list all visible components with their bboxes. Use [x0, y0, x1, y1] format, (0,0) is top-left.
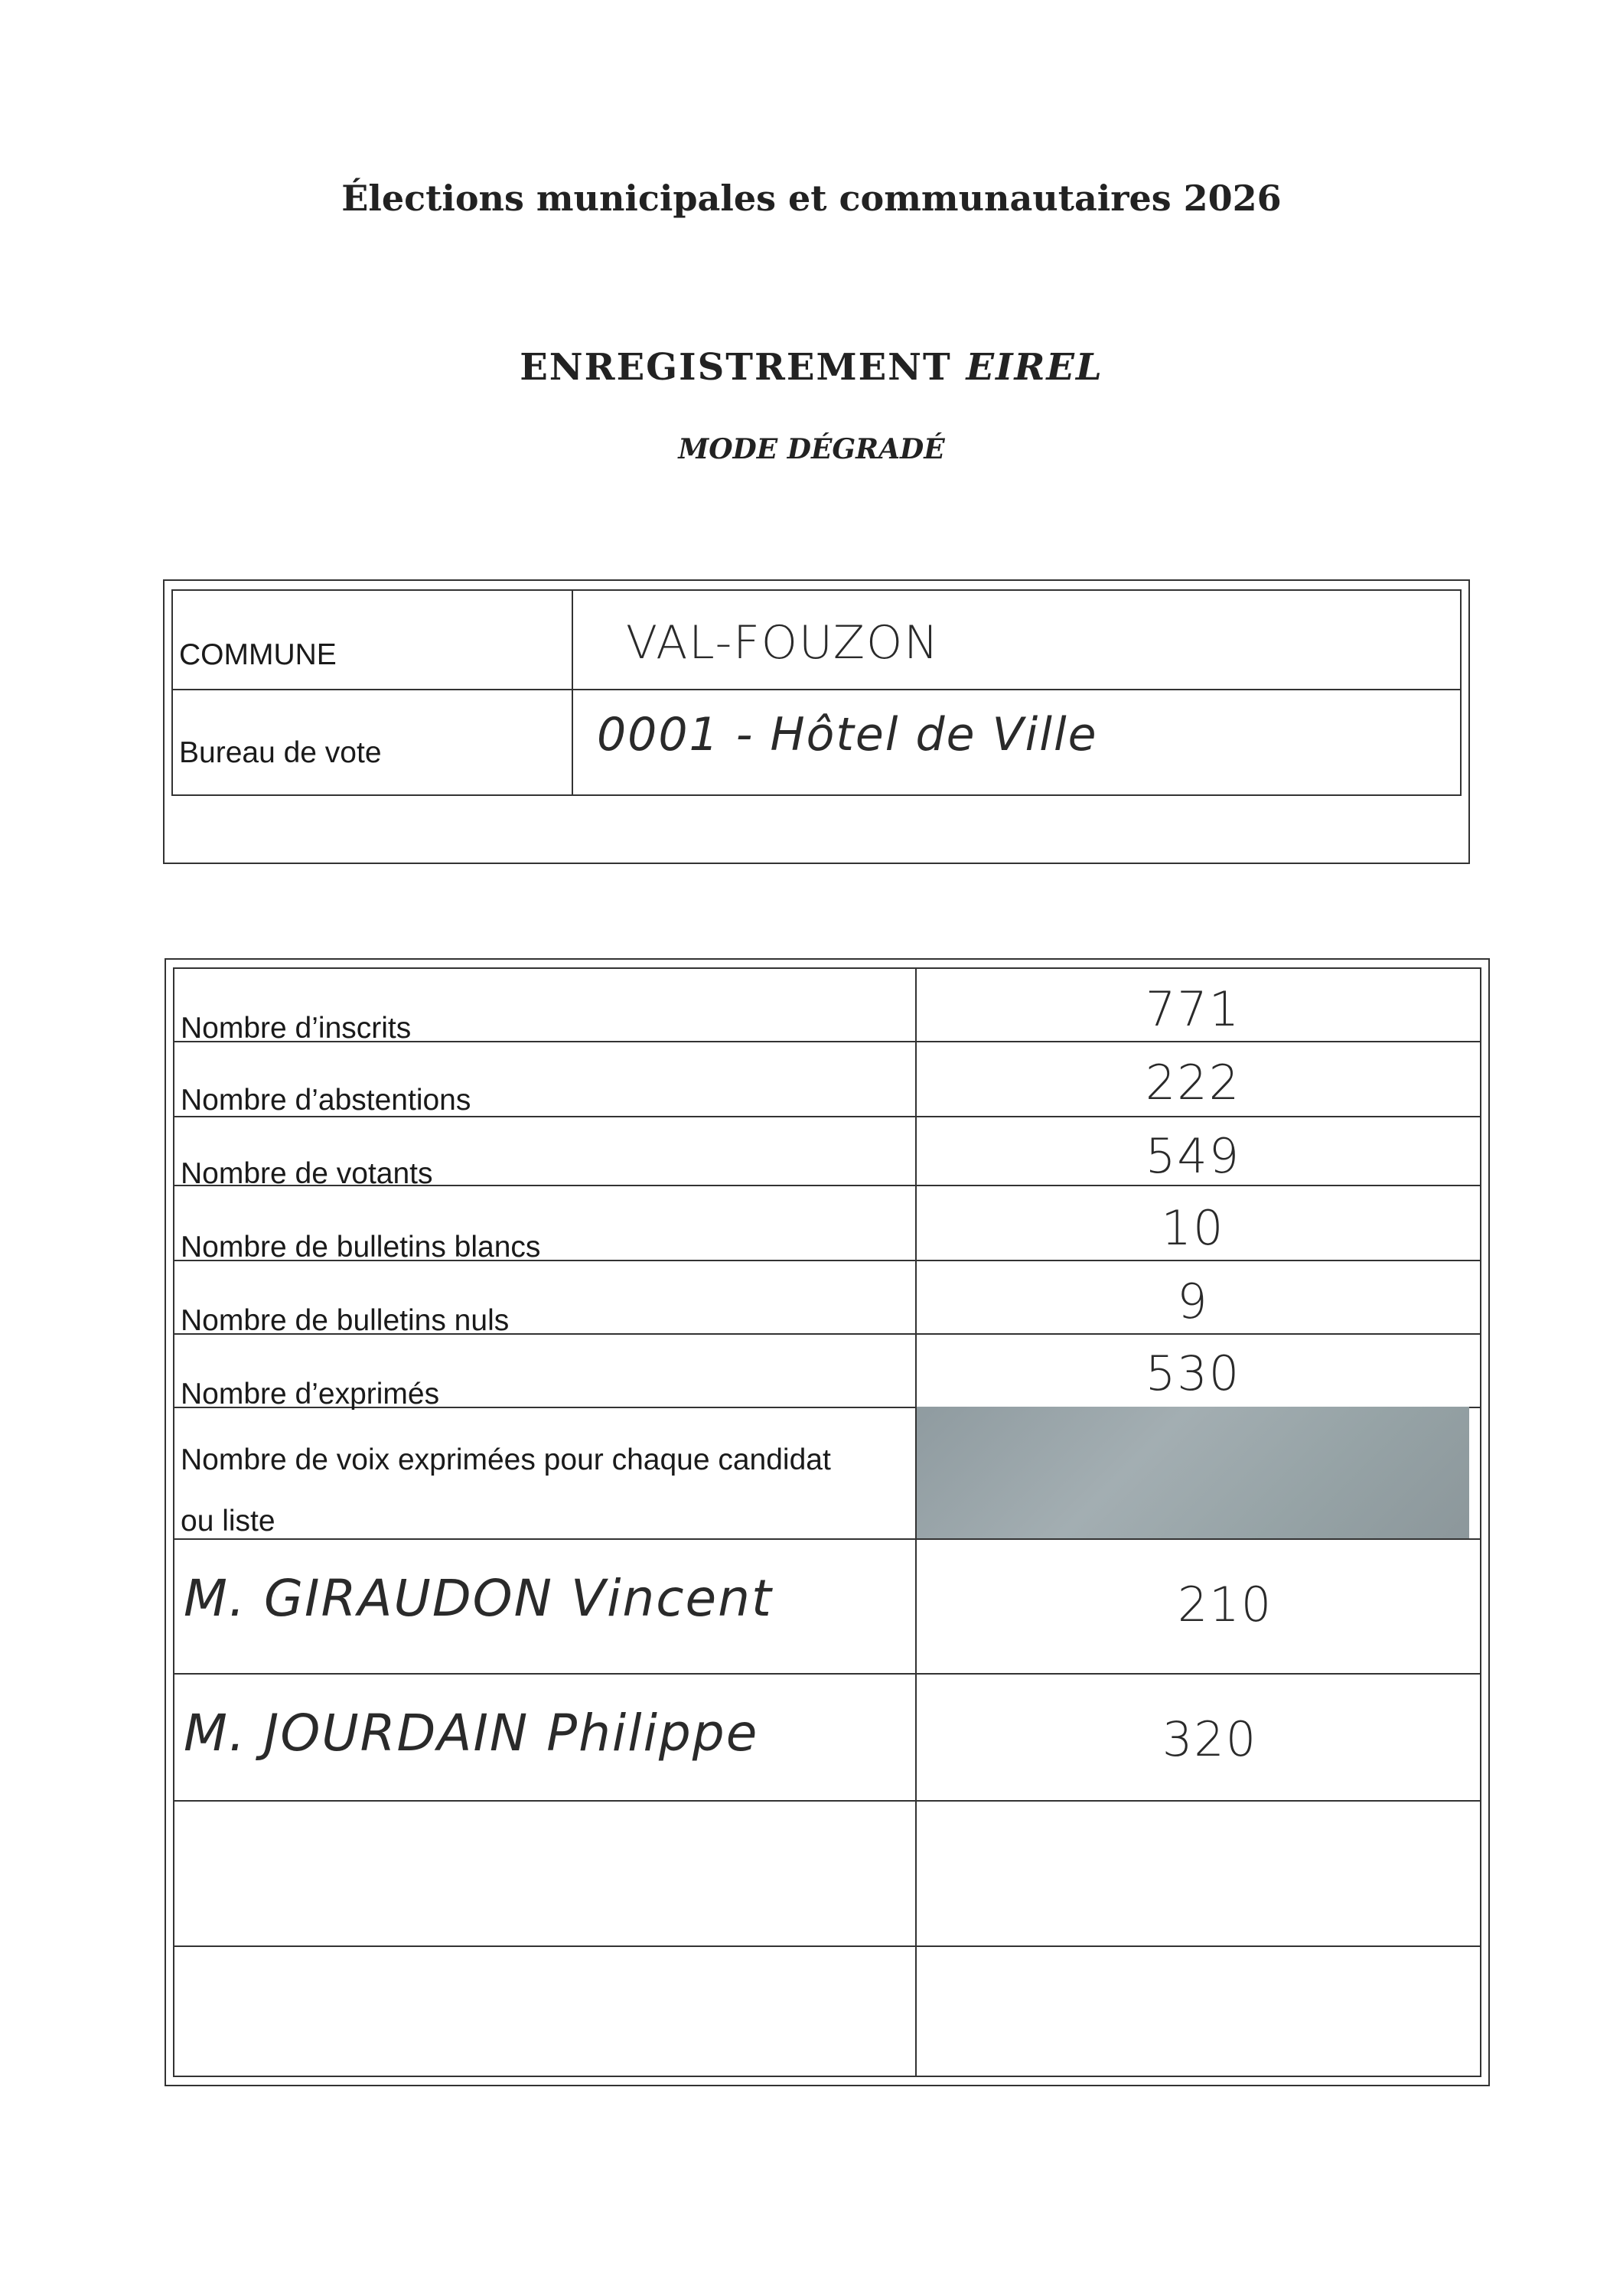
nuls-value: 9 — [1177, 1274, 1209, 1329]
abstentions-value: 222 — [1145, 1055, 1241, 1110]
row-divider — [173, 1538, 1481, 1540]
votants-value: 549 — [1145, 1128, 1241, 1184]
shaded-cell — [917, 1407, 1469, 1538]
candidate-votes: 320 — [1162, 1711, 1258, 1767]
abstentions-label: Nombre d’abstentions — [181, 1084, 471, 1117]
inscrits-value: 771 — [1145, 981, 1241, 1037]
votes-header-line1: Nombre de voix exprimées pour chaque candidat — [181, 1443, 831, 1476]
blancs-value: 10 — [1161, 1200, 1225, 1256]
location-divider — [572, 589, 573, 796]
exprimes-label: Nombre d’exprimés — [181, 1378, 440, 1411]
document-title: Élections municipales et communautaires 2026 — [341, 178, 1282, 219]
candidate-name: M. JOURDAIN Philippe — [184, 1704, 759, 1763]
document-subtitle — [0, 346, 1623, 389]
exprimes-value: 530 — [1145, 1345, 1241, 1401]
mode-label: MODE DÉGRADÉ — [678, 433, 945, 465]
subtitle-emphasis: EIREL — [966, 346, 1103, 389]
row-divider — [173, 1673, 1481, 1675]
commune-label: COMMUNE — [179, 638, 337, 671]
commune-value: VAL-FOUZON — [626, 616, 940, 670]
candidate-name: M. GIRAUDON Vincent — [184, 1569, 773, 1628]
votes-header-line2: ou liste — [181, 1505, 275, 1538]
row-divider — [173, 1800, 1481, 1802]
row-divider — [173, 1945, 1481, 1947]
subtitle-main: ENREGISTREMENT — [520, 346, 952, 389]
nuls-label: Nombre de bulletins nuls — [181, 1304, 510, 1337]
bureau-label: Bureau de vote — [179, 736, 382, 769]
candidate-votes: 210 — [1177, 1577, 1273, 1632]
inscrits-label: Nombre d’inscrits — [181, 1012, 412, 1045]
votants-label: Nombre de votants — [181, 1157, 433, 1190]
bureau-value: 0001 - Hôtel de Ville — [597, 708, 1098, 762]
location-row-divider — [171, 689, 1462, 690]
blancs-label: Nombre de bulletins blancs — [181, 1231, 541, 1264]
